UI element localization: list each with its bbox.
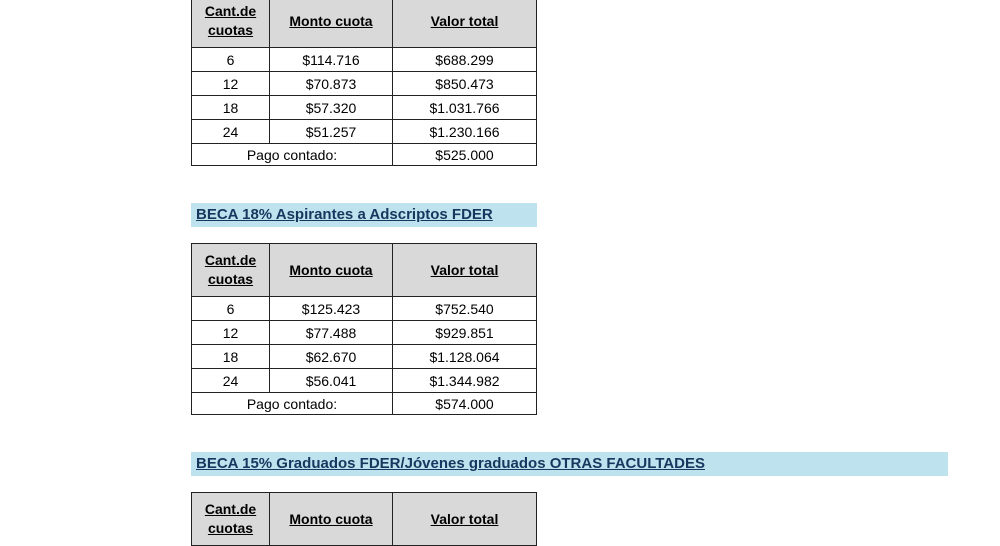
cell-cuotas: 18 [192, 96, 270, 120]
contado-label: Pago contado: [192, 393, 393, 415]
cell-total: $752.540 [393, 297, 537, 321]
cell-monto: $57.320 [270, 96, 393, 120]
cell-total: $850.473 [393, 72, 537, 96]
cell-cuotas: 18 [192, 345, 270, 369]
table-row [192, 297, 537, 321]
cell-monto: $70.873 [270, 72, 393, 96]
header-total: Valor total [393, 0, 537, 48]
contado-row [192, 393, 537, 415]
cell-monto: $56.041 [270, 369, 393, 393]
header-monto: Monto cuota [270, 493, 393, 546]
cell-cuotas: 24 [192, 120, 270, 144]
header-total: Valor total [393, 493, 537, 546]
section-heading-text: BECA 18% Aspirantes a Adscriptos FDER [196, 206, 493, 223]
header-monto: Monto cuota [270, 244, 393, 297]
contado-row [192, 144, 537, 166]
table-header-row [192, 244, 537, 297]
section-heading-beca-15 [191, 452, 948, 476]
table-row [192, 48, 537, 72]
header-total: Valor total [393, 244, 537, 297]
cell-cuotas: 24 [192, 369, 270, 393]
cell-monto: $51.257 [270, 120, 393, 144]
table-row [192, 96, 537, 120]
cell-monto: $62.670 [270, 345, 393, 369]
price-table-2 [191, 243, 537, 415]
contado-value: $525.000 [393, 144, 537, 166]
table-row [192, 120, 537, 144]
table-row [192, 345, 537, 369]
table-row [192, 321, 537, 345]
cell-monto: $77.488 [270, 321, 393, 345]
table-row [192, 72, 537, 96]
price-table-3 [191, 492, 537, 546]
header-cuotas: Cant.de cuotas [192, 493, 270, 546]
contado-value: $574.000 [393, 393, 537, 415]
contado-label: Pago contado: [192, 144, 393, 166]
cell-cuotas: 6 [192, 48, 270, 72]
cell-total: $1.031.766 [393, 96, 537, 120]
header-cuotas: Cant.de cuotas [192, 0, 270, 48]
cell-total: $1.230.166 [393, 120, 537, 144]
section-heading-text: BECA 15% Graduados FDER/Jóvenes graduados OTRAS FACULTADES [196, 455, 705, 472]
cell-cuotas: 6 [192, 297, 270, 321]
header-monto: Monto cuota [270, 0, 393, 48]
cell-monto: $125.423 [270, 297, 393, 321]
price-table-1 [191, 0, 537, 166]
cell-total: $1.128.064 [393, 345, 537, 369]
section-heading-beca-18 [191, 203, 537, 227]
cell-total: $1.344.982 [393, 369, 537, 393]
cell-monto: $114.716 [270, 48, 393, 72]
cell-cuotas: 12 [192, 321, 270, 345]
cell-total: $688.299 [393, 48, 537, 72]
header-cuotas: Cant.de cuotas [192, 244, 270, 297]
cell-cuotas: 12 [192, 72, 270, 96]
table-header-row [192, 0, 537, 48]
table-row [192, 369, 537, 393]
table-header-row [192, 493, 537, 546]
cell-total: $929.851 [393, 321, 537, 345]
